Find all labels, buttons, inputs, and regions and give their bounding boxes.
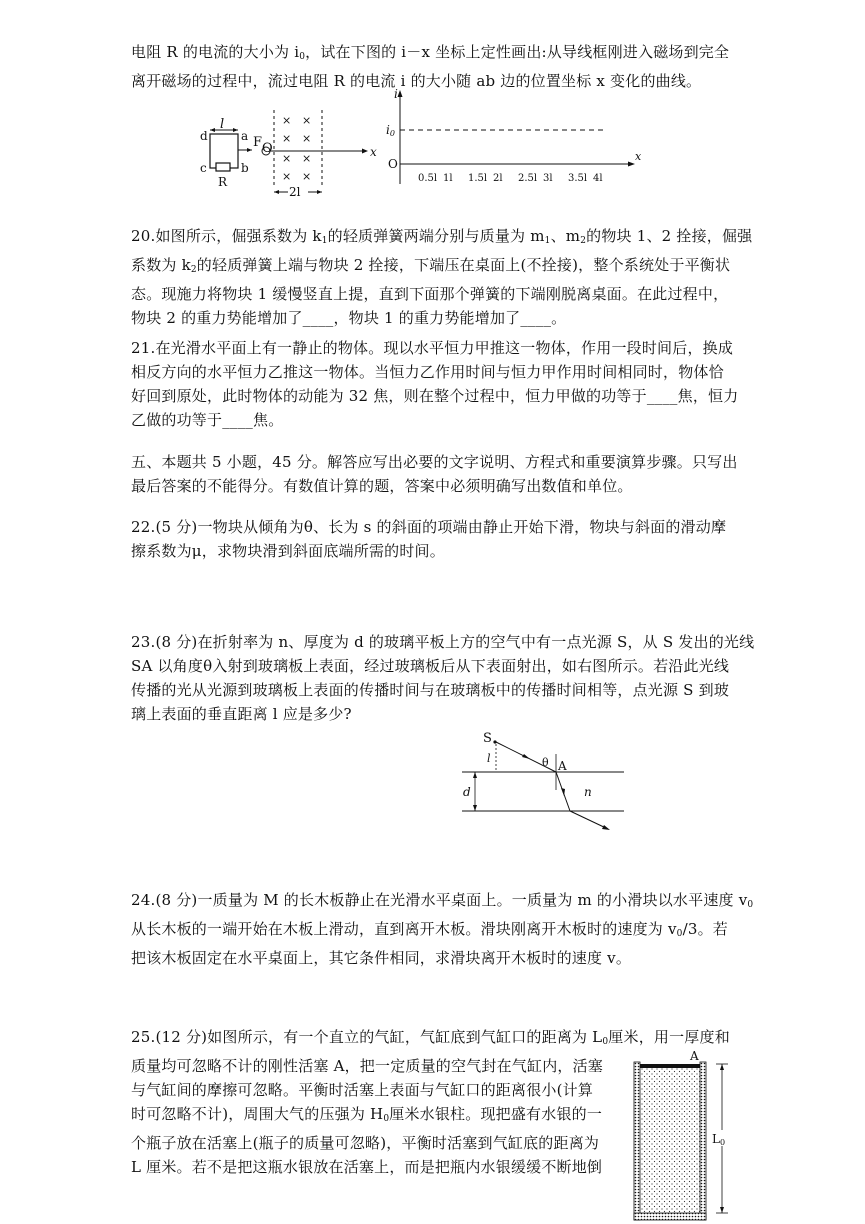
label-d: d — [200, 129, 208, 143]
resistor — [216, 163, 230, 171]
piston-A-label: A — [690, 1050, 699, 1063]
q20-line-4: 物块 2 的重力势能增加了____，物块 1 的重力势能增加了____。 — [131, 309, 567, 327]
x-tick-label: 1l — [443, 173, 453, 184]
q25-line-4: 时可忽略不计)，周围大气的压强为 $H_0$厘米水银柱。现把盛有水银的一 — [131, 1105, 603, 1124]
q21-line-2: 相反方向的水平恒力乙推这一物体。当恒力乙作用时间与恒力甲作用时间相同时，物体恰 — [131, 363, 724, 381]
svg-text:×: × — [282, 170, 292, 183]
length-L0-label: L0 — [712, 1132, 726, 1147]
q22-line-2: 擦系数为μ，求物块滑到斜面底端所需的时间。 — [131, 542, 445, 560]
section-5-instructions — [131, 450, 741, 498]
x-tick-label: 3.5l — [568, 173, 588, 184]
question-22 — [131, 515, 741, 563]
q20-line-3: 态。现施力将物块 1 缓慢竖直上提，直到下面那个弹簧的下端刚脱离桌面。在此过程中， — [131, 285, 729, 303]
cylinder-figure — [628, 1050, 736, 1222]
q22-line-1: 22.(5 分)一物块从倾角为θ、长为 s 的斜面的项端由静止开始下滑，物块与斜面的滑动摩 — [131, 518, 727, 536]
cylinder-bottom — [634, 1213, 706, 1220]
q25-line-3: 与气缸间的摩擦可忽略。平衡时活塞上表面与气缸口的距离很小(计算 — [131, 1081, 594, 1099]
q24-line-2: 从长木板的一端开始在木板上滑动，直到离开木板。滑块刚离开木板时的速度为 $v_0/3$。若 — [131, 920, 728, 939]
point-A-label: A — [558, 759, 567, 773]
svg-text:×: × — [282, 114, 292, 127]
field-crosses — [282, 114, 311, 183]
label-b: b — [241, 161, 249, 175]
q20-line-1: 20.如图所示，倔强系数为 $k_1$的轻质弹簧两端分别与质量为 $m_1$、$m_2$的物块 1、2 拴接，倔强 — [131, 227, 753, 246]
label-F: F — [253, 135, 263, 150]
q23-line-4: 璃上表面的垂直距离 l 应是多少? — [131, 705, 352, 723]
q21-line-3: 好回到原处，此时物体的动能为 32 焦，则在整个过程中，恒力甲做的功等于____焦，恒力 — [131, 387, 739, 405]
q24-line-3: 把该木板固定在水平桌面上，其它条件相同，求滑块离开木板时的速度 v。 — [131, 949, 632, 967]
q20-line-2: 系数为 $k_2$的轻质弹簧上端与物块 2 拴接，下端压在桌面上(不拴接)，整个系统处于平衡状 — [131, 256, 731, 275]
intro-line-2: 离开磁场的过程中，流过电阻 R 的电流 i 的大小随 ab 边的位置坐标 x 变化的曲线。 — [131, 72, 702, 90]
label-R: R — [218, 175, 228, 189]
glass-plate-figure — [458, 730, 628, 836]
q25-line-6: L 厘米。若不是把这瓶水银放在活塞上，而是把瓶内水银缓缓不断地倒 — [131, 1158, 603, 1176]
q25-line-2: 质量均可忽略不计的刚性活塞 A，把一定质量的空气封在气缸内，活塞 — [131, 1057, 604, 1075]
label-2l: 2l — [289, 185, 301, 199]
enclosed-air — [640, 1068, 700, 1213]
x-tick-label: 0.5l — [418, 173, 438, 184]
label-x: x — [370, 145, 377, 159]
question-23 — [131, 630, 755, 726]
question-20 — [131, 224, 753, 330]
thickness-d-label: d — [463, 785, 471, 799]
svg-text:×: × — [302, 170, 312, 183]
x-tick-label: 2l — [493, 173, 503, 184]
label-a: a — [241, 129, 249, 143]
distance-l-label: l — [487, 752, 491, 765]
svg-text:×: × — [282, 152, 292, 165]
axis-x-label: x — [635, 150, 642, 163]
x-tick-label: 4l — [593, 173, 603, 184]
section5-line-1: 五、本题共 5 小题，45 分。解答应写出必要的文字说明、方程式和重要演算步骤。只写出 — [131, 453, 738, 471]
section5-line-2: 最后答案的不能得分。有数值计算的题，答案中必须明确写出数值和单位。 — [131, 477, 633, 495]
svg-text:×: × — [282, 132, 292, 145]
q23-line-1: 23.(8 分)在折射率为 n、厚度为 d 的玻璃平板上方的空气中有一点光源 S，从 S 发出的光线 — [131, 633, 755, 651]
frame-field-figure — [196, 110, 386, 205]
q24-line-1: 24.(8 分)一质量为 M 的长木板静止在光滑水平桌面上。一质量为 m 的小滑块以水平速度 $v_0$ — [131, 891, 754, 910]
svg-text:×: × — [302, 132, 312, 145]
q25-line-5: 个瓶子放在活塞上(瓶子的质量可忽略)，平衡时活塞到气缸底的距离为 — [131, 1134, 600, 1152]
question-24 — [131, 888, 754, 970]
graph-origin-label: O — [388, 157, 398, 171]
i-x-graph — [386, 88, 646, 188]
piston — [640, 1064, 700, 1068]
q25-line-1: 25.(12 分)如图所示，有一个直立的气缸，气缸底到气缸口的距离为 $L_0$厘米，用一厚度和 — [131, 1028, 730, 1047]
svg-text:×: × — [302, 114, 312, 127]
angle-theta-label: θ — [542, 756, 549, 769]
i0-label: i0 — [386, 123, 395, 138]
intro-line-1: 电阻 R 的电流的大小为 $i_0$，试在下图的 i－x 坐标上定性画出:从导线框刚进入磁场到完全 — [131, 43, 730, 62]
index-n-label: n — [584, 785, 592, 799]
cylinder-right-wall — [700, 1062, 706, 1220]
x-tick-label: 3l — [543, 173, 553, 184]
q23-line-3: 传播的光从光源到玻璃板上表面的传播时间与在玻璃板中的传播时间相等，点光源 S 到玻 — [131, 681, 730, 699]
label-c: c — [200, 161, 207, 175]
q21-line-4: 乙做的功等于____焦。 — [131, 411, 284, 429]
emergent-ray — [570, 811, 608, 829]
x-tick-label: 1.5l — [468, 173, 488, 184]
axis-i-label: i — [394, 88, 398, 101]
q23-line-2: SA 以角度θ入射到玻璃板上表面，经过玻璃板后从下表面射出，如右图所示。若沿此光线 — [131, 657, 730, 675]
question-21 — [131, 336, 741, 432]
q21-line-1: 21.在光滑水平面上有一静止的物体。现以水平恒力甲推这一物体，作用一段时间后，换成 — [131, 339, 734, 357]
x-tick-label: 2.5l — [518, 173, 538, 184]
graph-ticks — [418, 173, 603, 184]
label-O — [259, 156, 260, 157]
intro-paragraph — [131, 40, 741, 93]
frame-origin-label: O — [262, 141, 273, 156]
label-l: l — [220, 117, 225, 132]
svg-text:×: × — [302, 152, 312, 165]
cylinder-left-wall — [634, 1062, 640, 1220]
source-S-label: S — [483, 731, 492, 746]
